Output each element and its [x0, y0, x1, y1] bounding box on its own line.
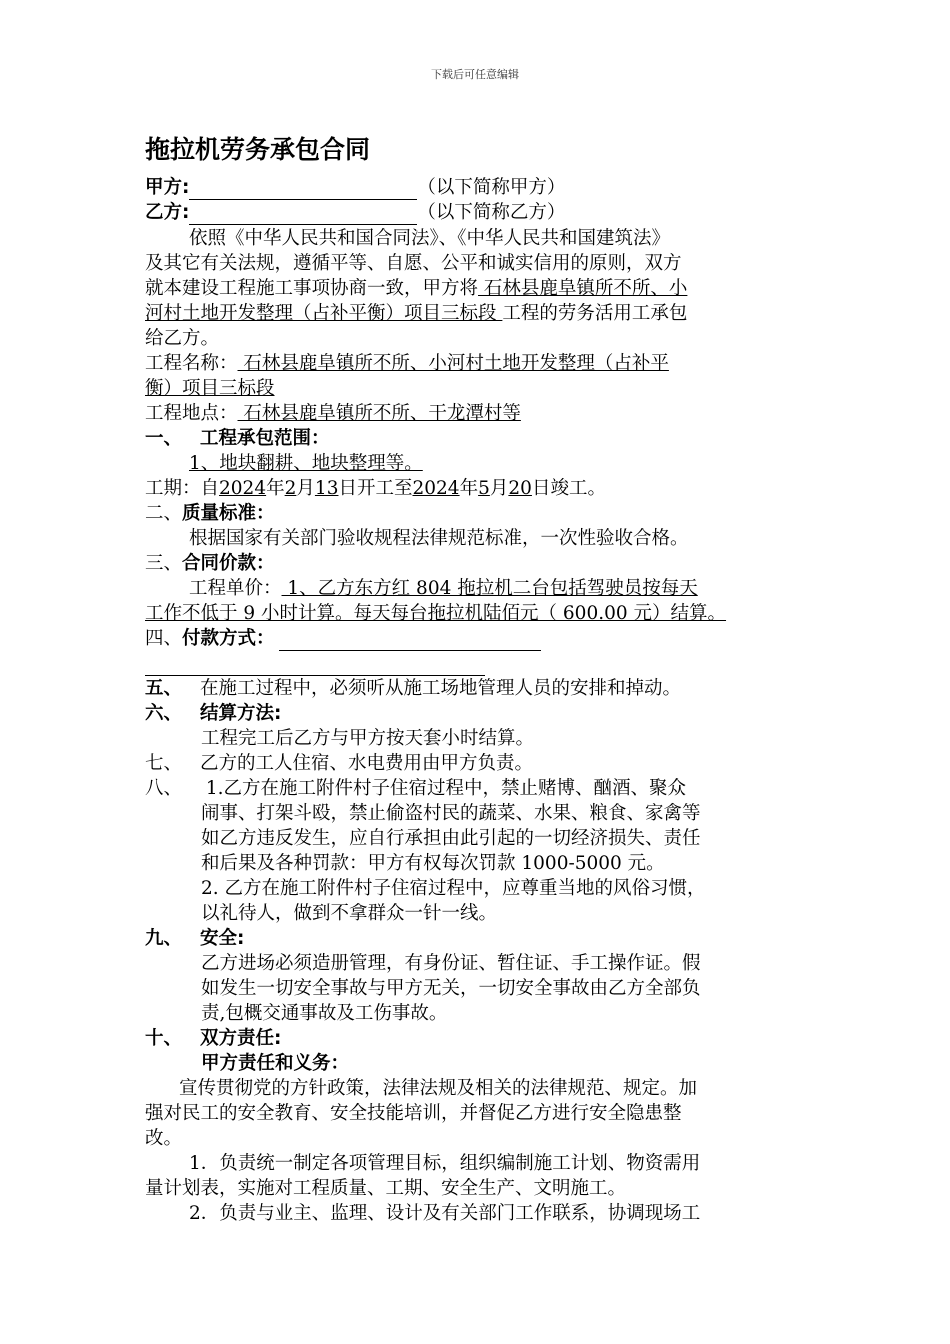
section-8-line-6: 以礼待人，做到不拿群众一针一线。: [201, 903, 498, 924]
project-site-value: 石林县鹿阜镇所不所、干龙潭村等: [237, 403, 521, 424]
section-5-num: 五、: [145, 678, 183, 699]
project-name-label: 工程名称：: [145, 353, 238, 374]
section-1-item: 1、地块翻耕、地块整理等。: [189, 453, 423, 474]
project-name-line-2: [145, 376, 275, 401]
duties-p2-line-2: 量计划表，实施对工程质量、工期、安全生产、文明施工。: [145, 1178, 627, 1199]
section-7-text: 乙方的工人住宿、水电费用由甲方负责。: [200, 753, 534, 774]
section-10-title: 双方责任:: [200, 1028, 282, 1049]
intro-line-4: [145, 301, 687, 326]
section-2-num: 二、: [145, 503, 183, 524]
period-end-day: 20: [508, 478, 532, 499]
payment-blank-2: [145, 655, 485, 676]
section-8-line-4: 和后果及各种罚款：甲方有权每次罚款 1000-5000 元。: [201, 853, 665, 874]
project-site-label: 工程地点：: [145, 403, 238, 424]
section-4-title: 付款方式：: [182, 628, 275, 649]
section-1-title: 工程承包范围：: [200, 428, 330, 449]
section-3-line-1: [189, 576, 698, 601]
intro-project-underlined-2: 河村土地开发整理（占补平衡）项目三标段: [145, 303, 503, 324]
period-year-label-2: 年: [459, 478, 479, 499]
project-site-line: [145, 401, 521, 426]
section-8-line-3: 如乙方违反发生，应自行承担由此引起的一切经济损失、责任: [201, 828, 701, 849]
party-b-suffix: （以下简称乙方）: [417, 202, 566, 223]
section-8-line-5: 2. 乙方在施工附件村子住宿过程中，应尊重当地的风俗习惯，: [201, 878, 706, 899]
duties-p1-line-2: 强对民工的安全教育、安全技能培训，并督促乙方进行安全隐患整: [145, 1103, 682, 1124]
duties-p1-line-3: 改。: [145, 1128, 183, 1149]
section-9-title: 安全:: [200, 928, 245, 949]
section-4-heading: [145, 626, 541, 651]
section-6-heading: [145, 701, 281, 726]
section-1-heading: [145, 426, 330, 451]
period-month-label-2: 月: [489, 478, 509, 499]
duties-p2-line-1: 1．负责统一制定各项管理目标，组织编制施工计划、物资需用: [189, 1153, 701, 1174]
period-start-day: 13: [314, 478, 339, 499]
section-5-text: 在施工过程中，必须听从施工场地管理人员的安排和掉动。: [200, 678, 682, 699]
intro-line-2: 及其它有关法规，遵循平等、自愿、公平和诚实信用的原则，双方: [145, 253, 682, 274]
party-b-line: [145, 200, 565, 225]
section-9-line-2: 如发生一切安全事故与甲方无关，一切安全事故由乙方全部负: [201, 978, 701, 999]
project-name-line: [145, 351, 669, 376]
section-9-num: 九、: [145, 928, 183, 949]
period-line: [145, 476, 606, 501]
section-6-num: 六、: [145, 703, 183, 724]
party-b-blank: [189, 204, 417, 225]
unit-price-value-2: 工作不低于 9 小时计算。每天每台拖拉机陆佰元（ 600.00 元）结算。: [145, 603, 727, 624]
intro-line-4-text: 工程的劳务活用工承包: [502, 303, 688, 324]
section-1-num: 一、: [145, 428, 183, 449]
section-2-text: 根据国家有关部门验收规程法律规范标准，一次性验收合格。: [189, 528, 689, 549]
duties-p1-line-1: 宣传贯彻党的方针政策，法律法规及相关的法律规范、规定。加: [179, 1078, 698, 1099]
period-start-year: 2024: [219, 478, 267, 499]
unit-price-label: 工程单价：: [189, 578, 282, 599]
unit-price-value-1: 1、乙方东方红 804 拖拉机二台包括驾驶员按每天: [281, 578, 698, 599]
period-month-label-1: 月: [296, 478, 315, 499]
section-9-heading: [145, 926, 244, 951]
project-name-value-2: 衡）项目三标段: [145, 378, 275, 399]
section-6-title: 结算方法:: [200, 703, 282, 724]
duties-p3-line-1: 2．负责与业主、监理、设计及有关部门工作联系，协调现场工: [189, 1203, 701, 1224]
section-3-heading: [145, 551, 275, 576]
party-a-duties-heading: 甲方责任和义务：: [201, 1053, 350, 1074]
payment-blank-line-2: [145, 651, 485, 676]
section-7-num: 七、: [145, 753, 183, 774]
section-9-line-3: 责,包概交通事故及工伤事故。: [201, 1003, 448, 1024]
party-b-label: 乙方:: [145, 202, 190, 223]
party-a-suffix: （以下简称甲方）: [417, 177, 566, 198]
section-2-title: 质量标准：: [182, 503, 275, 524]
intro-line-5: 给乙方。: [145, 328, 220, 349]
period-year-label-1: 年: [266, 478, 285, 499]
section-2-heading: [145, 501, 275, 526]
party-a-label: 甲方:: [145, 177, 190, 198]
project-name-value-1: 石林县鹿阜镇所不所、小河村土地开发整理（占补平: [237, 353, 669, 374]
intro-project-underlined-1: 石林县鹿阜镇所不所、小: [478, 278, 688, 299]
section-3-title: 合同价款：: [182, 553, 275, 574]
party-a-line: [145, 175, 565, 200]
period-start-month: 2: [284, 478, 297, 499]
section-5: [145, 676, 681, 701]
period-start-suffix: 日开工至: [338, 478, 413, 499]
section-8-text-1: 1.乙方在施工附件村子住宿过程中，禁止赌博、酗酒、聚众: [200, 778, 687, 799]
section-10-heading: [145, 1026, 281, 1051]
intro-line-3: [145, 276, 687, 301]
payment-blank: [279, 630, 541, 651]
period-prefix: 工期：自: [145, 478, 220, 499]
section-6-text: 工程完工后乙方与甲方按天套小时结算。: [201, 728, 535, 749]
section-10-num: 十、: [145, 1028, 183, 1049]
period-end-month: 5: [478, 478, 490, 499]
period-end-year: 2024: [412, 478, 460, 499]
header-note: 下载后可任意编辑: [431, 68, 519, 81]
section-3-num: 三、: [145, 553, 183, 574]
intro-line-1: 依照《中华人民共和国合同法》、《中华人民共和国建筑法》: [189, 228, 671, 249]
intro-line-3-text: 就本建设工程施工事项协商一致，甲方将: [145, 278, 479, 299]
section-8-line-1: [145, 776, 686, 801]
section-4-num: 四、: [145, 628, 183, 649]
party-a-blank: [189, 179, 417, 200]
section-8-num: 八、: [145, 778, 183, 799]
section-9-line-1: 乙方进场必须造册管理，有身份证、暂住证、手工操作证。假: [201, 953, 701, 974]
section-7: [145, 751, 533, 776]
period-end-suffix: 日竣工。: [531, 478, 606, 499]
document-title: 拖拉机劳务承包合同: [145, 135, 371, 164]
section-8-line-2: 闹事、打架斗殴，禁止偷盗村民的蔬菜、水果、粮食、家禽等: [201, 803, 701, 824]
